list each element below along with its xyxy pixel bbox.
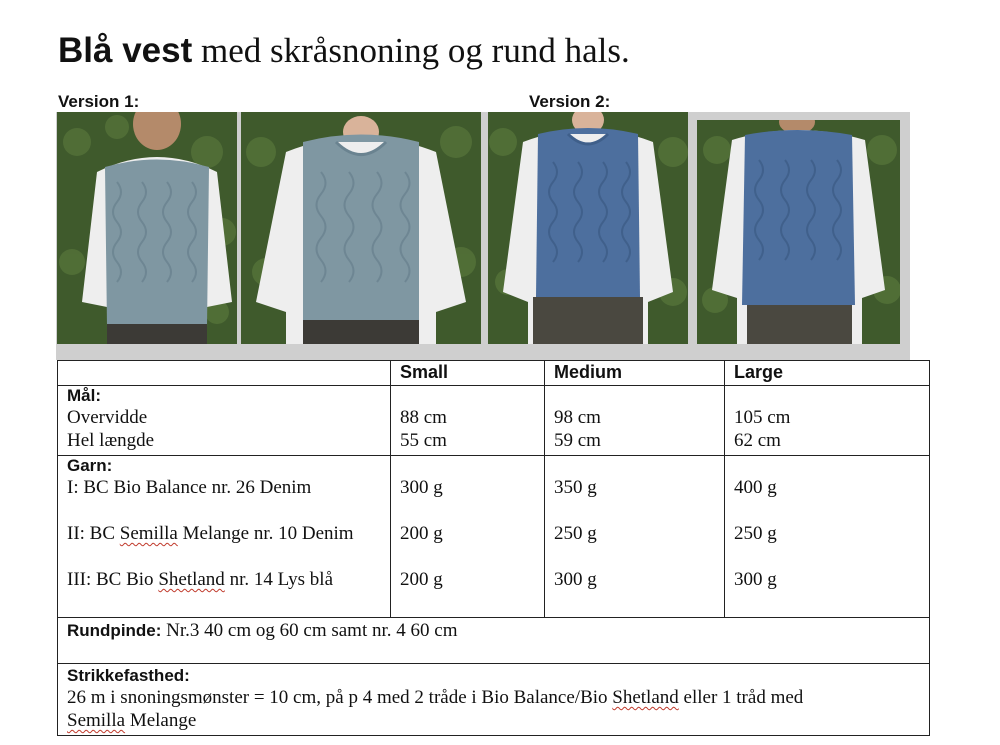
table-row-maal [58, 386, 930, 456]
header-medium: Medium [545, 361, 725, 386]
garn-row-name: III: BC Bio Shetland nr. 14 Lys blå [67, 569, 334, 590]
maal-label: Mål: [67, 386, 101, 405]
spec-table [57, 360, 930, 736]
title-rest: med skråsnoning og rund hals. [192, 31, 630, 70]
garn-row-name: II: BC Semilla Melange nr. 10 Denim [67, 523, 354, 544]
table-cell: 200 g [400, 569, 443, 590]
table-cell: 98 cm [554, 407, 601, 428]
strikkefasthed-line-1: 26 m i snoningsmønster = 10 cm, på p 4 med 2 tråde i Bio Balance/Bio Shetland eller 1 tråd med [67, 687, 804, 708]
table-cell: 62 cm [734, 430, 781, 451]
header-empty [58, 361, 391, 386]
photo-v1-back [57, 112, 237, 344]
garn-label: Garn: [67, 456, 113, 475]
table-row-garn [58, 456, 930, 618]
photo-v2-front [488, 112, 688, 344]
table-cell: 350 g [554, 477, 597, 498]
table-cell: 300 g [554, 569, 597, 590]
table-cell: 105 cm [734, 407, 791, 428]
strikkefasthed-label: Strikkefasthed: [67, 666, 190, 685]
header-small: Small [391, 361, 545, 386]
header-large: Large [725, 361, 930, 386]
page-title [58, 30, 630, 72]
table-cell: 300 g [734, 569, 777, 590]
table-header-row [58, 361, 930, 386]
table-cell: 400 g [734, 477, 777, 498]
rundpinde-text: Nr.3 40 cm og 60 cm samt nr. 4 60 cm [161, 620, 458, 641]
garn-row-name: I: BC Bio Balance nr. 26 Denim [67, 477, 312, 498]
table-cell: 55 cm [400, 430, 447, 451]
maal-row-name: Overvidde [67, 407, 148, 428]
table-row-strikkefasthed [58, 664, 930, 736]
table-cell: 250 g [554, 523, 597, 544]
strikkefasthed-line-2: Semilla Melange [67, 710, 197, 731]
table-cell: 59 cm [554, 430, 601, 451]
version-1-label: Version 1: [58, 92, 140, 111]
title-bold: Blå vest [58, 31, 193, 70]
photo-v1-front [241, 112, 481, 344]
photo-v2-back [697, 120, 900, 344]
table-cell: 300 g [400, 477, 443, 498]
table-cell: 88 cm [400, 407, 447, 428]
maal-row-name: Hel længde [67, 430, 155, 451]
table-cell: 250 g [734, 523, 777, 544]
table-row-rundpinde [58, 618, 930, 664]
table-cell: 200 g [400, 523, 443, 544]
photo-strip [56, 112, 910, 360]
rundpinde-label: Rundpinde: [67, 621, 162, 640]
version-2-label: Version 2: [529, 92, 611, 111]
